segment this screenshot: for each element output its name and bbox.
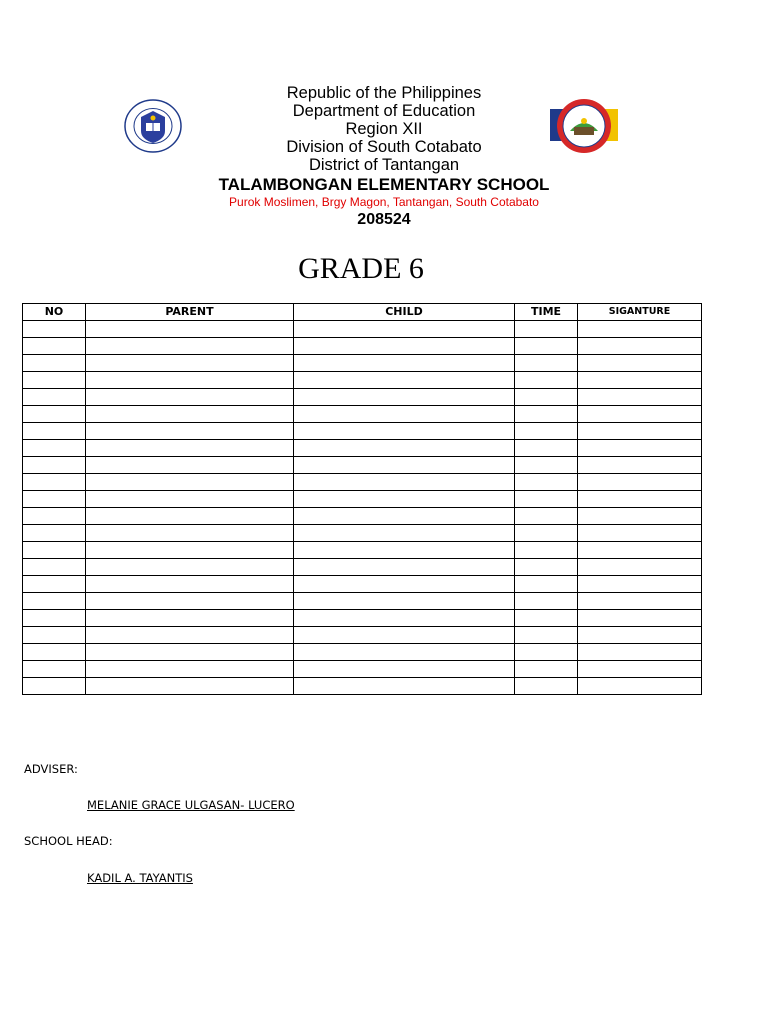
cell-signature [578,355,702,372]
table-row [23,423,702,440]
cell-time [515,661,578,678]
cell-no [23,491,86,508]
cell-parent [86,576,294,593]
table-row [23,593,702,610]
cell-time [515,321,578,338]
cell-parent [86,508,294,525]
cell-no [23,338,86,355]
cell-parent [86,474,294,491]
header-line: Division of South Cotabato [286,138,482,156]
table-row [23,576,702,593]
cell-time [515,491,578,508]
cell-parent [86,593,294,610]
header-line: District of Tantangan [308,156,460,174]
cell-parent [86,440,294,457]
cell-no [23,559,86,576]
cell-child [294,457,515,474]
cell-signature [578,644,702,661]
cell-parent [86,423,294,440]
cell-no [23,525,86,542]
cell-no [23,355,86,372]
cell-child [294,644,515,661]
cell-child [294,372,515,389]
cell-signature [578,627,702,644]
cell-parent [86,661,294,678]
cell-signature [578,525,702,542]
cell-parent [86,559,294,576]
table-row [23,321,702,338]
cell-child [294,355,515,372]
cell-child [294,627,515,644]
table-row [23,389,702,406]
cell-time [515,559,578,576]
cell-no [23,389,86,406]
cell-child [294,542,515,559]
cell-no [23,644,86,661]
cell-signature [578,457,702,474]
cell-parent [86,644,294,661]
table-row [23,491,702,508]
cell-signature [578,389,702,406]
school-head-label: SCHOOL HEAD: [24,834,113,848]
cell-no [23,508,86,525]
column-header-signature: SIGANTURE [578,304,702,321]
cell-time [515,576,578,593]
header-line: Republic of the Philippines [286,84,482,102]
cell-parent [86,355,294,372]
table-row [23,338,702,355]
cell-signature [578,491,702,508]
cell-child [294,661,515,678]
column-header-parent: PARENT [86,304,294,321]
cell-child [294,474,515,491]
cell-parent [86,372,294,389]
cell-child [294,389,515,406]
header-line: Region XII [345,120,423,138]
cell-parent [86,610,294,627]
cell-child [294,576,515,593]
cell-time [515,338,578,355]
table-row [23,644,702,661]
cell-signature [578,338,702,355]
cell-no [23,321,86,338]
cell-parent [86,406,294,423]
cell-no [23,610,86,627]
cell-time [515,644,578,661]
cell-time [515,440,578,457]
cell-signature [578,678,702,695]
cell-time [515,678,578,695]
table-row [23,474,702,491]
table-row [23,440,702,457]
cell-no [23,423,86,440]
cell-child [294,610,515,627]
table-row [23,610,702,627]
cell-signature [578,423,702,440]
attendance-table [22,303,702,695]
grade-title: GRADE 6 [298,252,424,285]
cell-no [23,406,86,423]
cell-signature [578,508,702,525]
table-row [23,627,702,644]
cell-no [23,542,86,559]
school-head-name: KADIL A. TAYANTIS [87,871,193,885]
adviser-label: ADVISER: [24,762,78,776]
cell-no [23,440,86,457]
column-header-child: CHILD [294,304,515,321]
school-address: Purok Moslimen, Brgy Magon, Tantangan, South Cotabato [229,195,539,209]
cell-parent [86,678,294,695]
cell-no [23,576,86,593]
table-body [23,321,702,695]
table-row [23,678,702,695]
cell-no [23,678,86,695]
cell-signature [578,593,702,610]
cell-time [515,423,578,440]
cell-time [515,355,578,372]
cell-child [294,508,515,525]
cell-time [515,627,578,644]
cell-time [515,593,578,610]
table-row [23,559,702,576]
table-row [23,372,702,389]
cell-child [294,491,515,508]
cell-signature [578,474,702,491]
adviser-name: MELANIE GRACE ULGASAN- LUCERO [87,798,295,812]
cell-child [294,321,515,338]
column-header-no: NO [23,304,86,321]
school-name: TALAMBONGAN ELEMENTARY SCHOOL [218,175,550,194]
table-row [23,406,702,423]
cell-time [515,525,578,542]
cell-child [294,423,515,440]
cell-child [294,593,515,610]
cell-signature [578,610,702,627]
cell-no [23,593,86,610]
cell-parent [86,321,294,338]
table-row [23,542,702,559]
cell-signature [578,406,702,423]
cell-no [23,627,86,644]
table-row [23,508,702,525]
cell-signature [578,542,702,559]
header-line: Department of Education [292,102,476,120]
cell-signature [578,372,702,389]
school-id: 208524 [357,211,411,228]
cell-child [294,440,515,457]
cell-parent [86,491,294,508]
table-row [23,525,702,542]
cell-child [294,406,515,423]
cell-child [294,525,515,542]
cell-signature [578,661,702,678]
cell-time [515,457,578,474]
cell-parent [86,338,294,355]
table-header-row [23,304,702,321]
cell-parent [86,627,294,644]
column-header-time: TIME [515,304,578,321]
cell-signature [578,321,702,338]
table-row [23,457,702,474]
cell-no [23,372,86,389]
cell-signature [578,559,702,576]
cell-parent [86,542,294,559]
cell-time [515,474,578,491]
cell-time [515,542,578,559]
cell-signature [578,440,702,457]
cell-signature [578,576,702,593]
cell-child [294,678,515,695]
cell-time [515,508,578,525]
table-row [23,355,702,372]
cell-time [515,372,578,389]
letterhead [0,84,768,230]
cell-parent [86,525,294,542]
cell-child [294,559,515,576]
cell-child [294,338,515,355]
cell-time [515,610,578,627]
cell-parent [86,457,294,474]
table-row [23,661,702,678]
cell-parent [86,389,294,406]
cell-no [23,661,86,678]
cell-no [23,474,86,491]
cell-time [515,406,578,423]
cell-time [515,389,578,406]
cell-no [23,457,86,474]
